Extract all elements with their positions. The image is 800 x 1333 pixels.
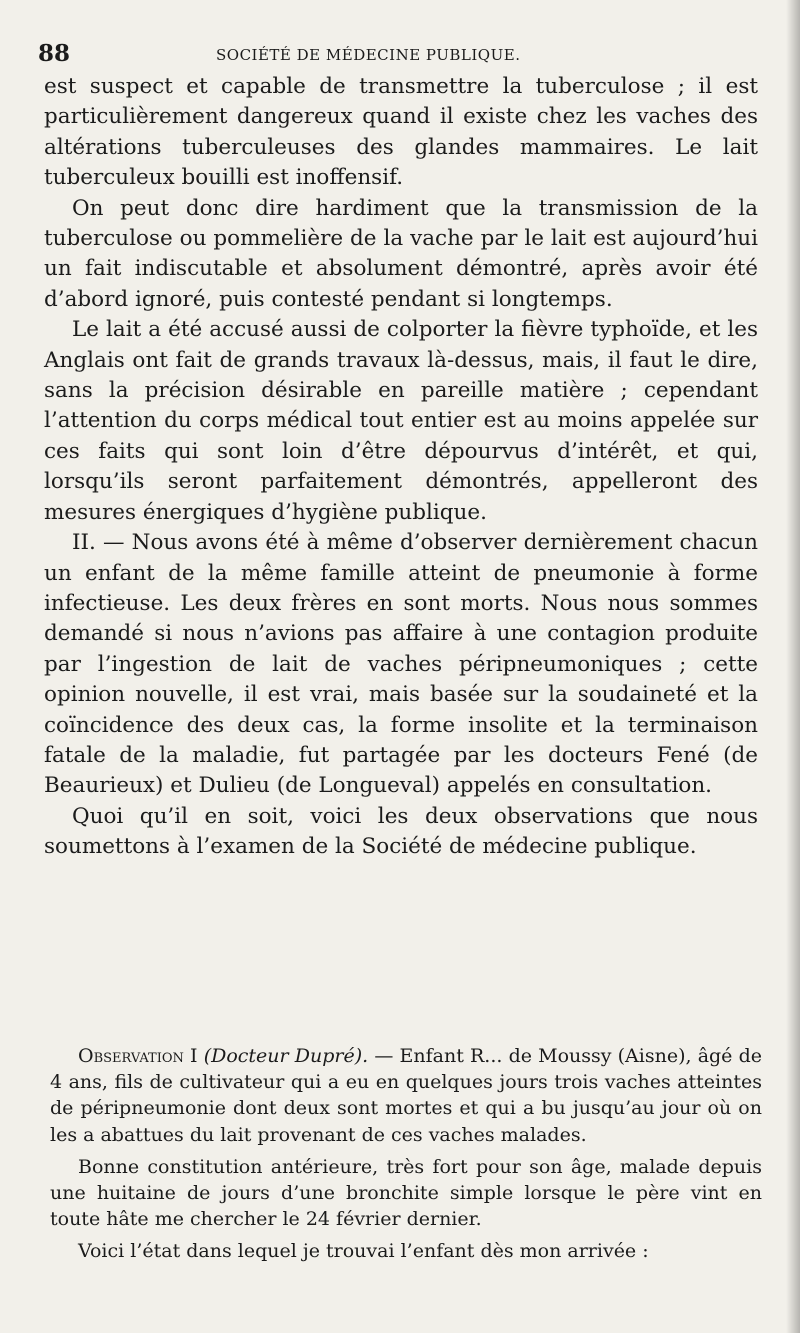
paragraph: II. — Nous avons été à même d’observer dernièrement chacun un enfant de la même famille atteint de pneumonie à forme infectieuse. Les deux frères en sont morts. Nous nous sommes demandé si nous n’avions pas affaire à une contagion produite par l’ingestion de lait de vaches péripneumoniques ; cette opinion nouvelle, il est vrai, mais basée sur la soudaineté et la coïncidence des deux cas, la forme insolite et la terminaison fatale de la maladie, fut partagée par les docteurs Fené (de Beaurieux) et Dulieu (de Longueval) appelés en consultation. [44,530,758,799]
observation-paragraph: Bonne constitution antérieure, très fort pour son âge, malade depuis une huitaine de jours d’une bronchite simple lorsque le père vint en toute hâte me chercher le 24 février dernier. [50,1155,762,1231]
observation-text: — Enfant R... de Moussy (Aisne), âgé de 4 ans, fils de cultivateur qui a eu en quelques jours trois vaches atteintes de péripneumonie dont deux sont mortes et qui a bu jusqu’au jour où on les a abattues du lait provenant de ces vaches malades. [50,1045,762,1146]
running-head: SOCIÉTÉ DE MÉDECINE PUBLIQUE. [216,46,521,64]
page-number: 88 [38,40,71,67]
observation-section [50,1043,762,1265]
body-text [44,72,758,863]
observation-paragraph [50,1043,762,1148]
paragraph: Le lait a été accusé aussi de colporter la fièvre typhoïde, et les Anglais ont fait de grands travaux là-dessus, mais, il faut le dire, sans la précision désirable en pareille matière ; cependant l’attention du corps médical tout entier est au moins appelée sur ces faits qui sont loin d’être dépourvus d’intérêt, et qui, lorsqu’ils seront parfaitement démontrés, appelleront des mesures énergiques d’hygiène publique. [44,317,758,525]
page-header [38,40,758,70]
observation-doctor: (Docteur Dupré). [203,1045,369,1067]
observation-heading: Observation I [78,1045,198,1067]
paragraph: Quoi qu’il en soit, voici les deux observations que nous soumettons à l’examen de la Société de médecine publique. [44,803,758,860]
page-edge-shadow [786,0,800,1333]
paragraph: On peut donc dire hardiment que la transmission de la tuberculose ou pommelière de la vache par le lait est aujourd’hui un fait indiscutable et absolument démontré, après avoir été d’abord ignoré, puis contesté pendant si longtemps. [44,195,758,312]
paragraph: est suspect et capable de transmettre la tuberculose ; il est particulièrement dangereux quand il existe chez les vaches des altérations tuberculeuses des glandes mammaires. Le lait tuberculeux bouilli est inoffensif. [44,74,758,191]
observation-paragraph: Voici l’état dans lequel je trouvai l’enfant dès mon arrivée : [78,1240,649,1263]
